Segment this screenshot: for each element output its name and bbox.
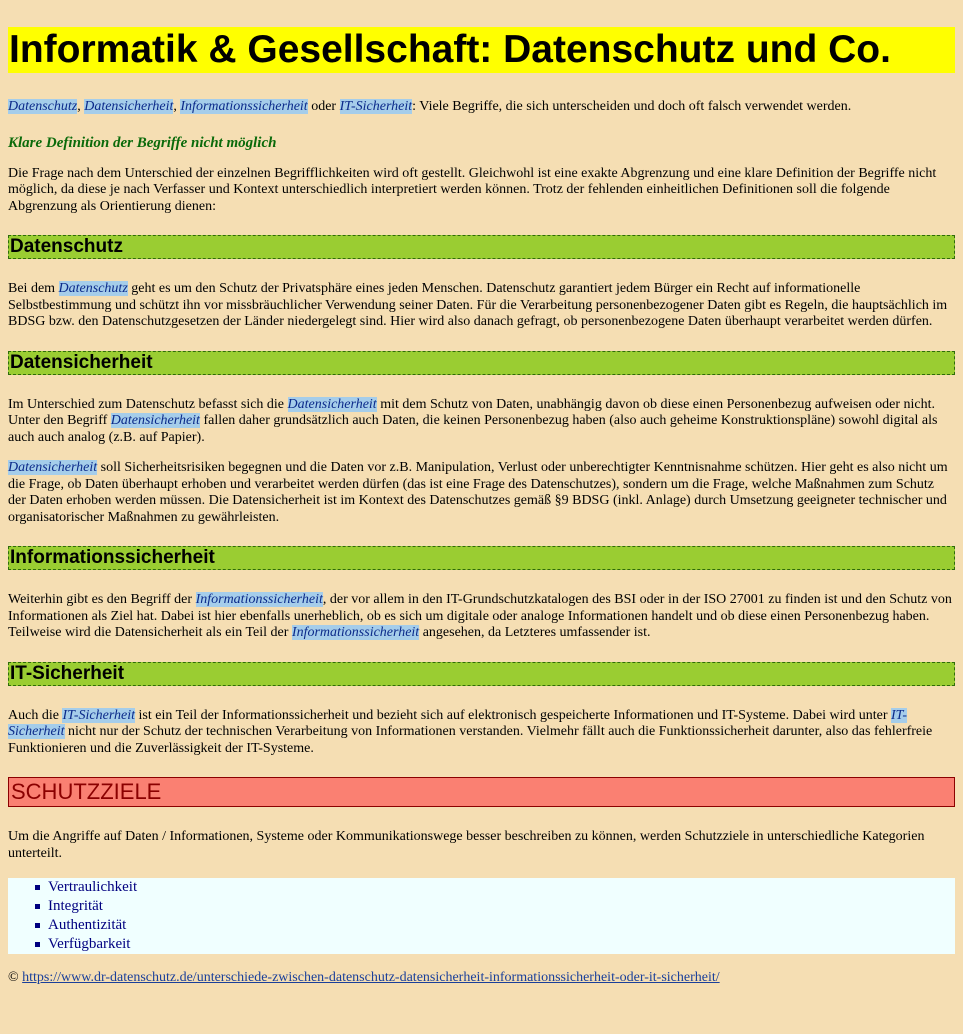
list-item: Integrität bbox=[48, 897, 955, 916]
term-datenschutz: Datenschutz bbox=[58, 281, 128, 296]
definition-paragraph: Die Frage nach dem Unterschied der einzelnen Begrifflichkeiten wird oft gestellt. Gleichwohl ist eine exakte Abgrenzung und eine klare Definition der Begriffe nicht möglich, da diese je nach Verfasser und Kontext unterschiedlich interpretiert werden können. Trotz der fehlenden einheitlichen Definitionen soll die folgende Abgrenzung als Orientierung dienen: bbox=[8, 165, 937, 214]
term-it-sicherheit: IT-Sicherheit bbox=[8, 707, 908, 739]
term-datensicherheit: Datensicherheit bbox=[84, 99, 174, 114]
section-heading-datensicherheit: Datensicherheit bbox=[8, 351, 955, 375]
informationssicherheit-paragraph: Weiterhin gibt es den Begriff der Informationssicherheit, der vor allem in den IT-Grundschutzkatalogen des BSI oder in der ISO 27001 zu finden ist und den Schutz von Informationen als Ziel hat. Dabei ist hier ebenfalls unerheblich, ob es sich um digitale oder analoge Informationen handelt und ob diese einen Personenbezug haben. Teilweise wird die Datensicherheit als ein Teil der Informationssicherheit angesehen, da Letzteres umfassender ist. bbox=[8, 592, 952, 640]
source-link[interactable]: https://www.dr-datenschutz.de/unterschiede-zwischen-datenschutz-datensicherheit-informationssicherheit-oder-it-sicherheit/ bbox=[22, 970, 720, 985]
it-sicherheit-paragraph: Auch die IT-Sicherheit ist ein Teil der Informationssicherheit und bezieht sich auf elektronisch gespeicherte Informationen und IT-Systeme. Dabei wird unter IT-Sicherheit nicht nur der Schutz der technischen Verarbeitung von Informationen verstanden. Vielmehr fällt auch die Funktionssicherheit darunter, also das fehlerfreie Funktionieren und die Zuverlässigkeit der IT-Systeme. bbox=[8, 707, 933, 756]
section-heading-informationssicherheit: Informationssicherheit bbox=[8, 546, 955, 570]
subheading: Klare Definition der Begriffe nicht möglich bbox=[8, 134, 277, 151]
schutzziele-list bbox=[8, 878, 955, 954]
intro-paragraph: Datenschutz, Datensicherheit, Informationssicherheit oder IT-Sicherheit: Viele Begriffe, die sich unterscheiden und doch oft falsch verwendet werden. bbox=[8, 99, 852, 114]
term-informationssicherheit: Informationssicherheit bbox=[291, 625, 420, 640]
term-datensicherheit: Datensicherheit bbox=[287, 396, 377, 412]
section-heading-it-sicherheit: IT-Sicherheit bbox=[8, 662, 955, 686]
list-item: Verfügbarkeit bbox=[48, 935, 955, 954]
schutzziele-paragraph: Um die Angriffe auf Daten / Informationen, Systeme oder Kommunikationswege besser beschreiben zu können, werden Schutzziele in unterschiedliche Kategorien unterteilt. bbox=[8, 829, 925, 861]
section-heading-schutzziele: SCHUTZZIELE bbox=[8, 777, 955, 807]
datensicherheit-paragraph-1: Im Unterschied zum Datenschutz befasst sich die Datensicherheit mit dem Schutz von Daten, unabhängig davon ob diese einen Personenbezug aufweisen oder nicht. Unter den Begriff Datensicherheit fallen daher grundsätzlich auch Daten, die keinen Personenbezug haben (also auch geheime Konstruktionspläne) sowohl digital als auch auch analog (z.B. auf Papier). bbox=[8, 396, 938, 445]
term-it-sicherheit: IT-Sicherheit bbox=[62, 707, 136, 723]
term-it-sicherheit: IT-Sicherheit bbox=[339, 99, 413, 114]
term-datensicherheit: Datensicherheit bbox=[110, 413, 200, 428]
term-datenschutz: Datenschutz bbox=[8, 99, 78, 114]
section-heading-datenschutz: Datenschutz bbox=[8, 235, 955, 259]
list-item: Authentizität bbox=[48, 916, 955, 935]
datensicherheit-paragraph-2: Datensicherheit soll Sicherheitsrisiken begegnen und die Daten vor z.B. Manipulation, Verlust oder unberechtigter Kenntnisnahme schützen. Hier geht es also nicht um die Frage, ob Daten überhaupt erhoben und verarbeitet werden dürfen (das ist eine Frage des Datenschutzes), sondern um die Frage, welche Maßnahmen zum Schutz der Daten erhoben werden müssen. Die Datensicherheit ist im Kontext des Datenschutzes gemäß §9 BDSG (inkl. Anlage) durch Umsetzung geeigneter technischer und organisatorischer Maßnahmen zu gewährleisten. bbox=[8, 460, 948, 525]
page-title: Informatik & Gesellschaft: Datenschutz und Co. bbox=[8, 27, 955, 73]
datenschutz-paragraph: Bei dem Datenschutz geht es um den Schutz der Privatsphäre eines jeden Menschen. Datenschutz garantiert jedem Bürger ein Recht auf informationelle Selbstbestimmung und schützt ihn vor missbräuchlicher Verwendung seiner Daten. Für die Verarbeitung personenbezogener Daten gibt es Regeln, die hauptsächlich im BDSG bzw. den Datenschutzgesetzen der Länder niedergelegt sind. Hier wird also danach gefragt, ob personenbezogene Daten überhaupt verarbeitet werden dürfen. bbox=[8, 281, 948, 329]
term-informationssicherheit: Informationssicherheit bbox=[195, 592, 323, 607]
term-datensicherheit: Datensicherheit bbox=[8, 460, 98, 475]
list-item: Vertraulichkeit bbox=[48, 878, 955, 897]
term-informationssicherheit: Informationssicherheit bbox=[180, 99, 308, 114]
footer bbox=[8, 970, 955, 987]
copyright-symbol: © bbox=[8, 970, 23, 985]
